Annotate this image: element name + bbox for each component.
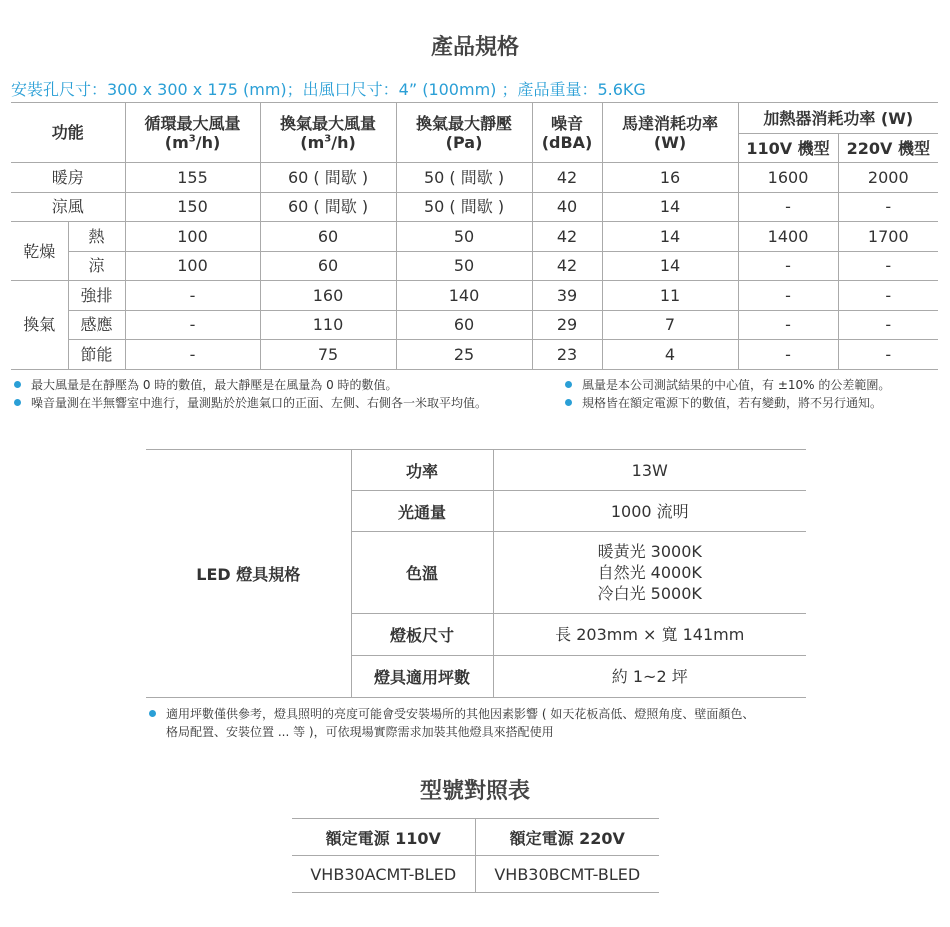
header-pressure: 換氣最大靜壓 (Pa): [396, 103, 532, 163]
row-mode-label: 強排: [68, 281, 125, 311]
cell: 42: [532, 222, 602, 252]
cell: -: [125, 340, 260, 370]
led-row-name: 色溫: [351, 532, 493, 614]
cell: 155: [125, 163, 260, 193]
cell: 75: [260, 340, 396, 370]
led-row-value: 13W: [493, 450, 806, 491]
cell: 150: [125, 192, 260, 222]
bullet-icon: [565, 399, 572, 406]
header-noise: 噪音 (dBA): [532, 103, 602, 163]
cell: 110: [260, 310, 396, 340]
cell: -: [838, 281, 938, 311]
row-label: 暖房: [11, 163, 125, 193]
bullet-icon: [565, 381, 572, 388]
table-row: [11, 310, 938, 340]
cell: 160: [260, 281, 396, 311]
model-header-220: 額定電源 220V: [475, 819, 659, 856]
cell: 50: [396, 222, 532, 252]
row-group-label: 換氣: [11, 281, 68, 370]
header-heater-220: 220V 機型: [838, 134, 938, 163]
led-row-value: 長 203mm × 寬 141mm: [493, 614, 806, 656]
cell: -: [838, 192, 938, 222]
cell: 23: [532, 340, 602, 370]
table-row: [11, 251, 938, 281]
bullet-icon: [149, 710, 156, 717]
cell: -: [738, 192, 838, 222]
cell: 40: [532, 192, 602, 222]
led-row-value: 暖黃光 3000K 自然光 4000K 冷白光 5000K: [493, 532, 806, 614]
note-item: 規格皆在額定電源下的數值，若有變動，將不另行通知。: [563, 394, 890, 412]
model-title: 型號對照表: [419, 779, 530, 804]
cell: 16: [602, 163, 738, 193]
cell: 50 ( 間歇 ): [396, 163, 532, 193]
cell: -: [738, 310, 838, 340]
row-group-label: 乾燥: [11, 222, 68, 281]
table-row: [11, 222, 938, 252]
spec-notes-right: [563, 376, 890, 412]
cell: 60 ( 間歇 ): [260, 192, 396, 222]
led-row-name: 燈具適用坪數: [351, 656, 493, 698]
row-label: 涼風: [11, 192, 125, 222]
cell: 100: [125, 222, 260, 252]
cell: -: [738, 340, 838, 370]
spec-table: [11, 102, 938, 370]
led-spec-table: [146, 449, 806, 698]
cell: 14: [602, 222, 738, 252]
cell: 14: [602, 251, 738, 281]
cell: 140: [396, 281, 532, 311]
table-row: [11, 281, 938, 311]
install-info: 安裝孔尺寸：300 x 300 x 175 (mm)；出風口尺寸：4” (100mm) ；產品重量：5.6KG: [11, 80, 646, 99]
cell: 2000: [838, 163, 938, 193]
cell: 11: [602, 281, 738, 311]
row-mode-label: 涼: [68, 251, 125, 281]
bullet-icon: [14, 381, 21, 388]
model-number-220: VHB30BCMT-BLED: [475, 856, 659, 893]
led-row-value: 1000 流明: [493, 491, 806, 532]
header-function: 功能: [11, 103, 125, 163]
row-mode-label: 節能: [68, 340, 125, 370]
cell: -: [125, 310, 260, 340]
header-motor: 馬達消耗功率 (W): [602, 103, 738, 163]
note-item: 最大風量是在靜壓為 0 時的數值，最大靜壓是在風量為 0 時的數值。: [12, 376, 487, 394]
cell: -: [838, 310, 938, 340]
cell: -: [738, 251, 838, 281]
row-mode-label: 感應: [68, 310, 125, 340]
cell: 50: [396, 251, 532, 281]
cell: 60: [396, 310, 532, 340]
spec-title: 產品規格: [430, 35, 519, 60]
cell: 60: [260, 222, 396, 252]
note-item: 風量是本公司測試結果的中心值，有 ±10% 的公差範圍。: [563, 376, 890, 394]
cell: 39: [532, 281, 602, 311]
cell: 29: [532, 310, 602, 340]
cell: 42: [532, 163, 602, 193]
cell: 4: [602, 340, 738, 370]
led-spec-label: LED 燈具規格: [146, 450, 351, 698]
model-header-110: 額定電源 110V: [292, 819, 475, 856]
cell: 60 ( 間歇 ): [260, 163, 396, 193]
header-ventilation: 換氣最大風量 $(m^3/h)$: [260, 103, 396, 163]
cell: 14: [602, 192, 738, 222]
header-circulation: 循環最大風量 $(m^3/h)$: [125, 103, 260, 163]
cell: 1400: [738, 222, 838, 252]
cell: 25: [396, 340, 532, 370]
model-number-110: VHB30ACMT-BLED: [292, 856, 475, 893]
cell: 100: [125, 251, 260, 281]
cell: -: [838, 251, 938, 281]
cell: -: [838, 340, 938, 370]
led-row-name: 功率: [351, 450, 493, 491]
bullet-icon: [14, 399, 21, 406]
cell: -: [738, 281, 838, 311]
cell: 50 ( 間歇 ): [396, 192, 532, 222]
table-row: [11, 340, 938, 370]
cell: 7: [602, 310, 738, 340]
cell: -: [125, 281, 260, 311]
header-heater: 加熱器消耗功率 (W): [738, 103, 938, 134]
table-row: [11, 192, 938, 222]
led-note: 適用坪數僅供參考，燈具照明的亮度可能會受安裝場所的其他因素影響 ( 如天花板高低、燈照角度、壁面顏色、 格局配置、安裝位置 ... 等 )，可依現場實際需求加裝其他燈具來搭配使用: [147, 705, 754, 741]
spec-notes-left: [12, 376, 487, 412]
led-row-name: 光通量: [351, 491, 493, 532]
note-item: 噪音量測在半無響室中進行，量測點於於進氣口的正面、左側、右側各一米取平均值。: [12, 394, 487, 412]
cell: 1700: [838, 222, 938, 252]
table-row: [11, 163, 938, 193]
led-row-value: 約 1~2 坪: [493, 656, 806, 698]
cell: 60: [260, 251, 396, 281]
header-heater-110: 110V 機型: [738, 134, 838, 163]
row-mode-label: 熱: [68, 222, 125, 252]
led-row-name: 燈板尺寸: [351, 614, 493, 656]
cell: 1600: [738, 163, 838, 193]
model-table: [292, 818, 659, 893]
cell: 42: [532, 251, 602, 281]
